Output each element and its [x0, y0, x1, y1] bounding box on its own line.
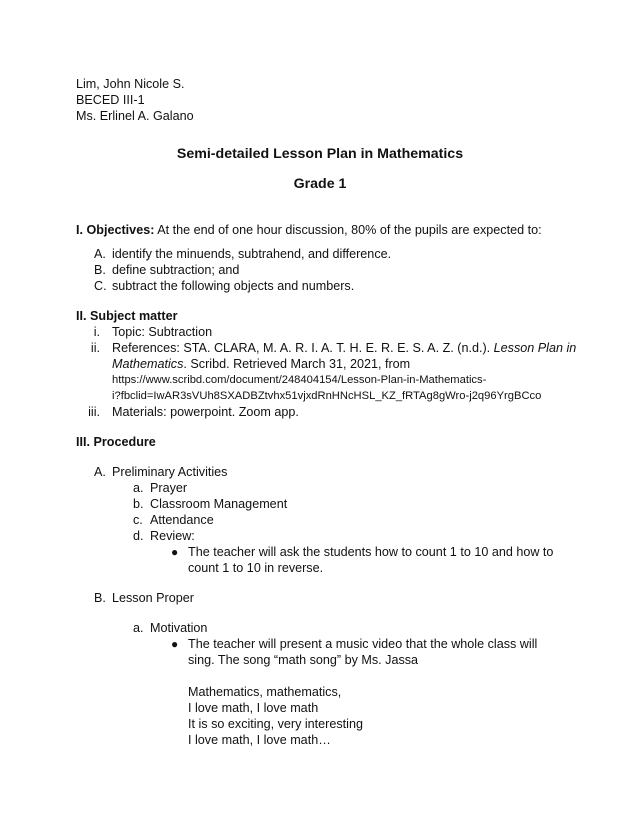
objectives-heading: I. Objectives:: [76, 223, 155, 237]
song-line: It is so exciting, very interesting: [188, 717, 363, 731]
procedure-b-marker: B.: [94, 591, 106, 605]
song-line: I love math, I love math: [188, 701, 319, 715]
procedure-heading: III. Procedure: [76, 435, 156, 449]
author-name: Lim, John Nicole S.: [76, 77, 185, 91]
reference-url-cont: i?fbclid=IwAR3sVUh8SXADBZtvhx51vjxdRnHNcHSL_KZ_fRTAg8gWro-j2q96YrgBCco: [112, 390, 542, 402]
bullet-icon: ●: [171, 545, 179, 559]
objective-marker: C.: [94, 279, 107, 293]
bullet-icon: ●: [171, 637, 179, 651]
motivation-bullet-text: The teacher will present a music video that the whole class will: [188, 637, 538, 651]
activity-attendance: Attendance: [150, 513, 214, 527]
song-line: I love math, I love math…: [188, 733, 331, 747]
subject-matter-heading: II. Subject matter: [76, 309, 178, 323]
objective-item: define subtraction; and: [112, 263, 240, 277]
activity-marker: b.: [133, 497, 144, 511]
grade-title: Grade 1: [293, 176, 347, 192]
instructor-name: Ms. Erlinel A. Galano: [76, 109, 194, 123]
review-bullet-text: The teacher will ask the students how to count 1 to 10 and how to: [188, 545, 554, 559]
motivation-bullet-text-cont: sing. The song “math song” by Ms. Jassa: [188, 653, 419, 667]
activity-marker: a.: [133, 481, 144, 495]
motivation-marker: a.: [133, 621, 144, 635]
subject-references-cont: [112, 356, 410, 372]
objectives-intro: At the end of one hour discussion, 80% of the pupils are expected to:: [154, 223, 542, 237]
reference-title: Lesson Plan in: [493, 341, 577, 355]
activity-marker: d.: [133, 529, 144, 543]
objective-marker: B.: [94, 263, 106, 277]
subject-marker: i.: [93, 325, 100, 339]
preliminary-activities-label: Preliminary Activities: [112, 465, 228, 479]
reference-url: https://www.scribd.com/document/248404154/Lesson-Plan-in-Mathematics-: [112, 374, 487, 386]
reference-prefix: References: STA. CLARA, M. A. R. I. A. T. H. E. R. E. S. A. Z. (n.d.).: [112, 341, 494, 355]
review-bullet-text-cont: count 1 to 10 in reverse.: [188, 561, 324, 575]
subject-topic: Topic: Subtraction: [112, 325, 213, 339]
subject-marker: ii.: [90, 341, 100, 355]
song-line: Mathematics, mathematics,: [188, 685, 342, 699]
objectives-line: [76, 222, 542, 238]
lesson-proper-label: Lesson Proper: [112, 591, 194, 605]
author-section: BECED III-1: [76, 93, 145, 107]
motivation-label: Motivation: [150, 621, 208, 635]
objective-item: identify the minuends, subtrahend, and difference.: [112, 247, 392, 261]
procedure-a-marker: A.: [94, 465, 106, 479]
activity-review: Review:: [150, 529, 195, 543]
subject-materials: Materials: powerpoint. Zoom app.: [112, 405, 299, 419]
subject-references: [112, 340, 576, 356]
objective-marker: A.: [94, 247, 106, 261]
activity-prayer: Prayer: [150, 481, 188, 495]
activity-classroom-management: Classroom Management: [150, 497, 288, 511]
objective-item: subtract the following objects and numbers.: [112, 279, 355, 293]
reference-source: . Scribd. Retrieved March 31, 2021, from: [183, 357, 411, 371]
reference-title-cont: Mathematics: [112, 357, 184, 371]
activity-marker: c.: [133, 513, 143, 527]
subject-marker: iii.: [88, 405, 100, 419]
document-title: Semi-detailed Lesson Plan in Mathematics: [176, 146, 464, 162]
